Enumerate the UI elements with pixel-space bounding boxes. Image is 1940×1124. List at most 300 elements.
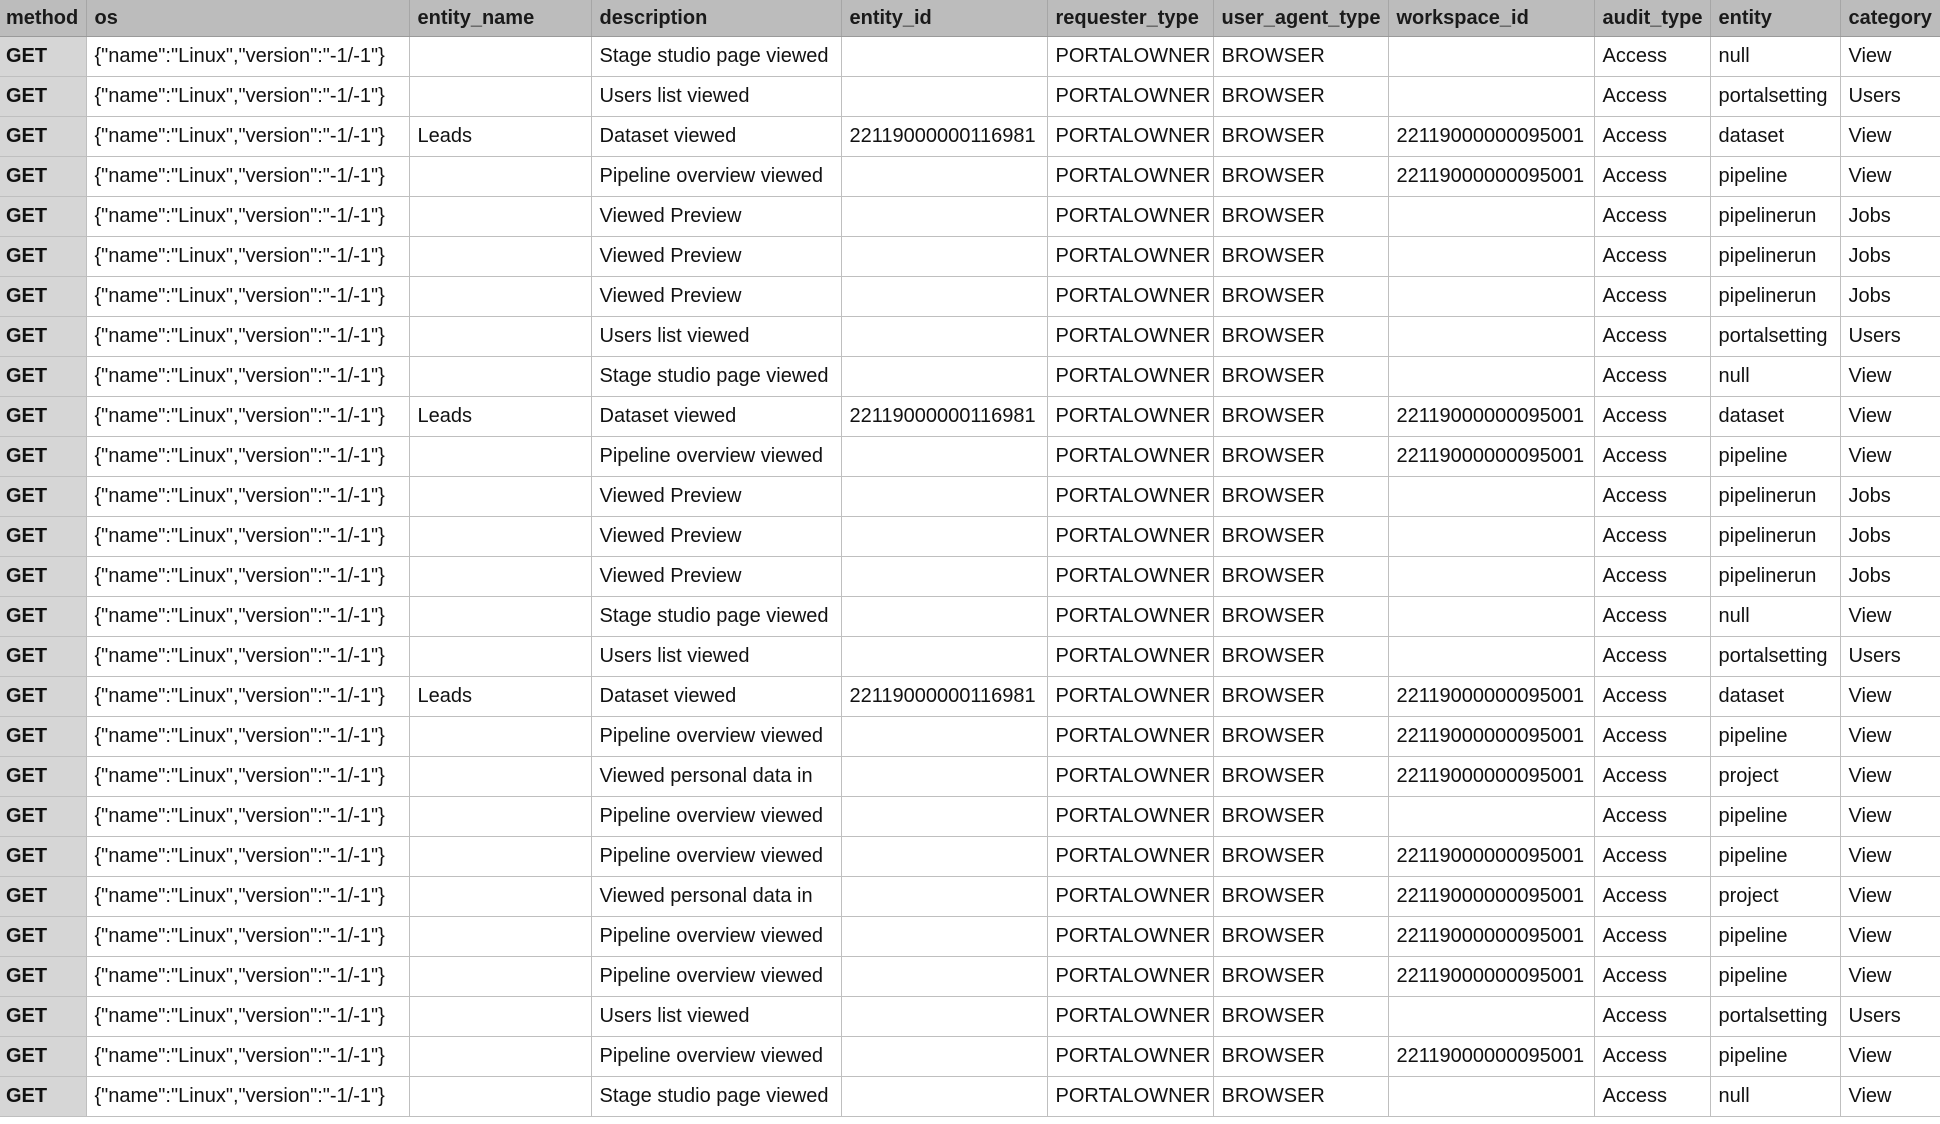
cell-description[interactable]: Dataset viewed <box>591 677 841 717</box>
table-row[interactable] <box>0 557 1940 597</box>
cell-category[interactable]: View <box>1840 957 1940 997</box>
cell-entity-name[interactable] <box>409 637 591 677</box>
cell-user-agent-type[interactable]: BROWSER <box>1213 237 1388 277</box>
cell-user-agent-type[interactable]: BROWSER <box>1213 437 1388 477</box>
cell-requester-type[interactable]: PORTALOWNER <box>1047 197 1213 237</box>
cell-requester-type[interactable]: PORTALOWNER <box>1047 517 1213 557</box>
cell-entity[interactable]: portalsetting <box>1710 637 1840 677</box>
cell-entity-id[interactable] <box>841 1077 1047 1117</box>
table-row[interactable] <box>0 957 1940 997</box>
cell-workspace-id[interactable] <box>1388 997 1594 1037</box>
cell-method[interactable]: GET <box>0 357 86 397</box>
cell-os[interactable]: {"name":"Linux","version":"-1/-1"} <box>86 757 409 797</box>
cell-os[interactable]: {"name":"Linux","version":"-1/-1"} <box>86 317 409 357</box>
cell-audit-type[interactable]: Access <box>1594 1077 1710 1117</box>
cell-workspace-id[interactable]: 22119000000095001 <box>1388 157 1594 197</box>
table-row[interactable] <box>0 357 1940 397</box>
cell-audit-type[interactable]: Access <box>1594 157 1710 197</box>
cell-requester-type[interactable]: PORTALOWNER <box>1047 917 1213 957</box>
cell-description[interactable]: Stage studio page viewed <box>591 357 841 397</box>
cell-workspace-id[interactable]: 22119000000095001 <box>1388 437 1594 477</box>
cell-category[interactable]: View <box>1840 917 1940 957</box>
table-row[interactable] <box>0 397 1940 437</box>
cell-workspace-id[interactable]: 22119000000095001 <box>1388 1037 1594 1077</box>
cell-workspace-id[interactable] <box>1388 237 1594 277</box>
cell-method[interactable]: GET <box>0 877 86 917</box>
cell-audit-type[interactable]: Access <box>1594 197 1710 237</box>
cell-audit-type[interactable]: Access <box>1594 797 1710 837</box>
cell-method[interactable]: GET <box>0 437 86 477</box>
cell-description[interactable]: Pipeline overview viewed <box>591 957 841 997</box>
cell-workspace-id[interactable]: 22119000000095001 <box>1388 957 1594 997</box>
cell-requester-type[interactable]: PORTALOWNER <box>1047 477 1213 517</box>
cell-requester-type[interactable]: PORTALOWNER <box>1047 237 1213 277</box>
cell-os[interactable]: {"name":"Linux","version":"-1/-1"} <box>86 117 409 157</box>
cell-entity-id[interactable] <box>841 877 1047 917</box>
cell-entity[interactable]: pipelinerun <box>1710 517 1840 557</box>
cell-method[interactable]: GET <box>0 677 86 717</box>
cell-category[interactable]: Jobs <box>1840 477 1940 517</box>
cell-audit-type[interactable]: Access <box>1594 917 1710 957</box>
table-row[interactable] <box>0 1037 1940 1077</box>
cell-method[interactable]: GET <box>0 997 86 1037</box>
cell-user-agent-type[interactable]: BROWSER <box>1213 357 1388 397</box>
table-row[interactable] <box>0 837 1940 877</box>
cell-entity-id[interactable] <box>841 557 1047 597</box>
cell-category[interactable]: View <box>1840 1037 1940 1077</box>
cell-audit-type[interactable]: Access <box>1594 117 1710 157</box>
cell-audit-type[interactable]: Access <box>1594 237 1710 277</box>
table-row[interactable] <box>0 37 1940 77</box>
cell-entity-name[interactable]: Leads <box>409 677 591 717</box>
cell-workspace-id[interactable]: 22119000000095001 <box>1388 717 1594 757</box>
cell-description[interactable]: Viewed Preview <box>591 557 841 597</box>
cell-category[interactable]: Jobs <box>1840 237 1940 277</box>
cell-category[interactable]: Users <box>1840 637 1940 677</box>
cell-requester-type[interactable]: PORTALOWNER <box>1047 637 1213 677</box>
cell-requester-type[interactable]: PORTALOWNER <box>1047 877 1213 917</box>
cell-description[interactable]: Stage studio page viewed <box>591 1077 841 1117</box>
cell-user-agent-type[interactable]: BROWSER <box>1213 717 1388 757</box>
cell-entity-name[interactable] <box>409 317 591 357</box>
column-header-entity[interactable]: entity <box>1710 0 1840 37</box>
cell-audit-type[interactable]: Access <box>1594 557 1710 597</box>
cell-requester-type[interactable]: PORTALOWNER <box>1047 157 1213 197</box>
cell-entity[interactable]: null <box>1710 37 1840 77</box>
cell-method[interactable]: GET <box>0 597 86 637</box>
cell-entity-id[interactable] <box>841 1037 1047 1077</box>
table-row[interactable] <box>0 1077 1940 1117</box>
cell-method[interactable]: GET <box>0 917 86 957</box>
cell-entity-name[interactable] <box>409 997 591 1037</box>
cell-audit-type[interactable]: Access <box>1594 757 1710 797</box>
cell-entity[interactable]: pipeline <box>1710 837 1840 877</box>
cell-requester-type[interactable]: PORTALOWNER <box>1047 1037 1213 1077</box>
cell-method[interactable]: GET <box>0 277 86 317</box>
cell-entity[interactable]: portalsetting <box>1710 317 1840 357</box>
cell-category[interactable]: View <box>1840 797 1940 837</box>
cell-description[interactable]: Viewed Preview <box>591 517 841 557</box>
cell-audit-type[interactable]: Access <box>1594 317 1710 357</box>
cell-workspace-id[interactable]: 22119000000095001 <box>1388 877 1594 917</box>
cell-category[interactable]: Jobs <box>1840 557 1940 597</box>
cell-method[interactable]: GET <box>0 757 86 797</box>
cell-entity[interactable]: project <box>1710 877 1840 917</box>
cell-category[interactable]: View <box>1840 757 1940 797</box>
cell-method[interactable]: GET <box>0 117 86 157</box>
cell-entity[interactable]: pipelinerun <box>1710 277 1840 317</box>
cell-requester-type[interactable]: PORTALOWNER <box>1047 77 1213 117</box>
cell-requester-type[interactable]: PORTALOWNER <box>1047 557 1213 597</box>
cell-audit-type[interactable]: Access <box>1594 77 1710 117</box>
cell-os[interactable]: {"name":"Linux","version":"-1/-1"} <box>86 1037 409 1077</box>
cell-entity-name[interactable] <box>409 237 591 277</box>
cell-requester-type[interactable]: PORTALOWNER <box>1047 677 1213 717</box>
cell-entity[interactable]: pipeline <box>1710 797 1840 837</box>
cell-entity-id[interactable] <box>841 717 1047 757</box>
table-row[interactable] <box>0 597 1940 637</box>
cell-user-agent-type[interactable]: BROWSER <box>1213 877 1388 917</box>
cell-os[interactable]: {"name":"Linux","version":"-1/-1"} <box>86 357 409 397</box>
cell-entity[interactable]: pipelinerun <box>1710 197 1840 237</box>
cell-user-agent-type[interactable]: BROWSER <box>1213 957 1388 997</box>
cell-requester-type[interactable]: PORTALOWNER <box>1047 37 1213 77</box>
column-header-audit-type[interactable]: audit_type <box>1594 0 1710 37</box>
cell-workspace-id[interactable]: 22119000000095001 <box>1388 117 1594 157</box>
cell-entity-id[interactable] <box>841 157 1047 197</box>
cell-audit-type[interactable]: Access <box>1594 37 1710 77</box>
cell-workspace-id[interactable] <box>1388 1077 1594 1117</box>
cell-method[interactable]: GET <box>0 957 86 997</box>
cell-entity[interactable]: dataset <box>1710 117 1840 157</box>
cell-entity[interactable]: portalsetting <box>1710 77 1840 117</box>
cell-requester-type[interactable]: PORTALOWNER <box>1047 957 1213 997</box>
cell-entity-id[interactable]: 22119000000116981 <box>841 117 1047 157</box>
cell-audit-type[interactable]: Access <box>1594 837 1710 877</box>
cell-os[interactable]: {"name":"Linux","version":"-1/-1"} <box>86 1077 409 1117</box>
cell-user-agent-type[interactable]: BROWSER <box>1213 37 1388 77</box>
cell-os[interactable]: {"name":"Linux","version":"-1/-1"} <box>86 477 409 517</box>
table-row[interactable] <box>0 917 1940 957</box>
cell-user-agent-type[interactable]: BROWSER <box>1213 517 1388 557</box>
cell-os[interactable]: {"name":"Linux","version":"-1/-1"} <box>86 597 409 637</box>
cell-user-agent-type[interactable]: BROWSER <box>1213 477 1388 517</box>
table-row[interactable] <box>0 877 1940 917</box>
cell-method[interactable]: GET <box>0 397 86 437</box>
column-header-category[interactable]: category <box>1840 0 1940 37</box>
cell-entity[interactable]: pipeline <box>1710 1037 1840 1077</box>
cell-method[interactable]: GET <box>0 37 86 77</box>
cell-entity-id[interactable] <box>841 997 1047 1037</box>
cell-audit-type[interactable]: Access <box>1594 597 1710 637</box>
cell-os[interactable]: {"name":"Linux","version":"-1/-1"} <box>86 77 409 117</box>
cell-category[interactable]: View <box>1840 597 1940 637</box>
table-row[interactable] <box>0 277 1940 317</box>
cell-entity-name[interactable] <box>409 1077 591 1117</box>
cell-entity-id[interactable] <box>841 237 1047 277</box>
cell-description[interactable]: Users list viewed <box>591 77 841 117</box>
cell-entity[interactable]: project <box>1710 757 1840 797</box>
cell-user-agent-type[interactable]: BROWSER <box>1213 117 1388 157</box>
cell-user-agent-type[interactable]: BROWSER <box>1213 197 1388 237</box>
cell-workspace-id[interactable] <box>1388 477 1594 517</box>
cell-entity[interactable]: dataset <box>1710 677 1840 717</box>
cell-requester-type[interactable]: PORTALOWNER <box>1047 277 1213 317</box>
cell-description[interactable]: Users list viewed <box>591 637 841 677</box>
cell-description[interactable]: Pipeline overview viewed <box>591 717 841 757</box>
cell-entity[interactable]: null <box>1710 597 1840 637</box>
cell-workspace-id[interactable] <box>1388 557 1594 597</box>
cell-category[interactable]: View <box>1840 357 1940 397</box>
cell-workspace-id[interactable] <box>1388 597 1594 637</box>
cell-entity-name[interactable] <box>409 357 591 397</box>
cell-os[interactable]: {"name":"Linux","version":"-1/-1"} <box>86 677 409 717</box>
cell-category[interactable]: View <box>1840 437 1940 477</box>
cell-entity-id[interactable] <box>841 757 1047 797</box>
cell-os[interactable]: {"name":"Linux","version":"-1/-1"} <box>86 437 409 477</box>
cell-requester-type[interactable]: PORTALOWNER <box>1047 1077 1213 1117</box>
cell-requester-type[interactable]: PORTALOWNER <box>1047 317 1213 357</box>
cell-entity[interactable]: pipeline <box>1710 717 1840 757</box>
cell-category[interactable]: Users <box>1840 77 1940 117</box>
cell-user-agent-type[interactable]: BROWSER <box>1213 757 1388 797</box>
cell-entity-id[interactable] <box>841 917 1047 957</box>
cell-user-agent-type[interactable]: BROWSER <box>1213 317 1388 357</box>
cell-requester-type[interactable]: PORTALOWNER <box>1047 437 1213 477</box>
cell-audit-type[interactable]: Access <box>1594 357 1710 397</box>
cell-description[interactable]: Viewed Preview <box>591 277 841 317</box>
cell-entity-id[interactable] <box>841 637 1047 677</box>
cell-category[interactable]: View <box>1840 717 1940 757</box>
cell-method[interactable]: GET <box>0 797 86 837</box>
column-header-entity-id[interactable]: entity_id <box>841 0 1047 37</box>
table-row[interactable] <box>0 77 1940 117</box>
cell-os[interactable]: {"name":"Linux","version":"-1/-1"} <box>86 957 409 997</box>
cell-entity-name[interactable] <box>409 877 591 917</box>
cell-entity-id[interactable]: 22119000000116981 <box>841 677 1047 717</box>
column-header-description[interactable]: description <box>591 0 841 37</box>
cell-description[interactable]: Viewed Preview <box>591 477 841 517</box>
cell-category[interactable]: View <box>1840 397 1940 437</box>
cell-description[interactable]: Dataset viewed <box>591 397 841 437</box>
cell-audit-type[interactable]: Access <box>1594 997 1710 1037</box>
column-header-entity-name[interactable]: entity_name <box>409 0 591 37</box>
cell-user-agent-type[interactable]: BROWSER <box>1213 1037 1388 1077</box>
cell-user-agent-type[interactable]: BROWSER <box>1213 917 1388 957</box>
cell-entity[interactable]: null <box>1710 1077 1840 1117</box>
cell-method[interactable]: GET <box>0 1037 86 1077</box>
cell-os[interactable]: {"name":"Linux","version":"-1/-1"} <box>86 797 409 837</box>
cell-requester-type[interactable]: PORTALOWNER <box>1047 797 1213 837</box>
cell-method[interactable]: GET <box>0 157 86 197</box>
cell-workspace-id[interactable] <box>1388 357 1594 397</box>
cell-category[interactable]: Jobs <box>1840 197 1940 237</box>
cell-requester-type[interactable]: PORTALOWNER <box>1047 837 1213 877</box>
cell-entity[interactable]: pipeline <box>1710 437 1840 477</box>
column-header-workspace-id[interactable]: workspace_id <box>1388 0 1594 37</box>
cell-audit-type[interactable]: Access <box>1594 717 1710 757</box>
cell-entity[interactable]: pipelinerun <box>1710 557 1840 597</box>
cell-entity-name[interactable] <box>409 197 591 237</box>
cell-entity-id[interactable] <box>841 957 1047 997</box>
cell-entity-id[interactable] <box>841 517 1047 557</box>
cell-entity-name[interactable]: Leads <box>409 397 591 437</box>
table-row[interactable] <box>0 677 1940 717</box>
cell-entity-id[interactable] <box>841 797 1047 837</box>
cell-category[interactable]: View <box>1840 117 1940 157</box>
cell-method[interactable]: GET <box>0 77 86 117</box>
cell-category[interactable]: View <box>1840 837 1940 877</box>
cell-method[interactable]: GET <box>0 237 86 277</box>
cell-user-agent-type[interactable]: BROWSER <box>1213 1077 1388 1117</box>
cell-entity-id[interactable] <box>841 477 1047 517</box>
cell-requester-type[interactable]: PORTALOWNER <box>1047 597 1213 637</box>
cell-entity-id[interactable]: 22119000000116981 <box>841 397 1047 437</box>
cell-entity-name[interactable] <box>409 797 591 837</box>
cell-requester-type[interactable]: PORTALOWNER <box>1047 717 1213 757</box>
table-row[interactable] <box>0 437 1940 477</box>
cell-workspace-id[interactable]: 22119000000095001 <box>1388 917 1594 957</box>
cell-entity-name[interactable] <box>409 837 591 877</box>
table-row[interactable] <box>0 517 1940 557</box>
cell-os[interactable]: {"name":"Linux","version":"-1/-1"} <box>86 997 409 1037</box>
cell-user-agent-type[interactable]: BROWSER <box>1213 637 1388 677</box>
cell-description[interactable]: Viewed personal data in <box>591 877 841 917</box>
cell-entity-name[interactable]: Leads <box>409 117 591 157</box>
cell-entity-id[interactable] <box>841 37 1047 77</box>
table-row[interactable] <box>0 717 1940 757</box>
table-row[interactable] <box>0 157 1940 197</box>
cell-os[interactable]: {"name":"Linux","version":"-1/-1"} <box>86 877 409 917</box>
cell-workspace-id[interactable] <box>1388 637 1594 677</box>
cell-category[interactable]: Jobs <box>1840 517 1940 557</box>
column-header-requester-type[interactable]: requester_type <box>1047 0 1213 37</box>
cell-entity[interactable]: dataset <box>1710 397 1840 437</box>
cell-description[interactable]: Stage studio page viewed <box>591 37 841 77</box>
cell-entity[interactable]: pipeline <box>1710 157 1840 197</box>
cell-workspace-id[interactable] <box>1388 517 1594 557</box>
cell-workspace-id[interactable] <box>1388 77 1594 117</box>
cell-os[interactable]: {"name":"Linux","version":"-1/-1"} <box>86 557 409 597</box>
table-row[interactable] <box>0 197 1940 237</box>
cell-method[interactable]: GET <box>0 517 86 557</box>
cell-user-agent-type[interactable]: BROWSER <box>1213 157 1388 197</box>
cell-entity-id[interactable] <box>841 317 1047 357</box>
cell-os[interactable]: {"name":"Linux","version":"-1/-1"} <box>86 37 409 77</box>
cell-user-agent-type[interactable]: BROWSER <box>1213 597 1388 637</box>
table-row[interactable] <box>0 237 1940 277</box>
cell-user-agent-type[interactable]: BROWSER <box>1213 277 1388 317</box>
cell-audit-type[interactable]: Access <box>1594 397 1710 437</box>
cell-category[interactable]: View <box>1840 37 1940 77</box>
cell-workspace-id[interactable] <box>1388 277 1594 317</box>
cell-entity-name[interactable] <box>409 957 591 997</box>
table-row[interactable] <box>0 997 1940 1037</box>
cell-entity[interactable]: null <box>1710 357 1840 397</box>
cell-method[interactable]: GET <box>0 317 86 357</box>
column-header-method[interactable]: method <box>0 0 86 37</box>
cell-entity-name[interactable] <box>409 517 591 557</box>
cell-category[interactable]: View <box>1840 1077 1940 1117</box>
cell-entity-name[interactable] <box>409 597 591 637</box>
cell-description[interactable]: Pipeline overview viewed <box>591 157 841 197</box>
cell-user-agent-type[interactable]: BROWSER <box>1213 797 1388 837</box>
cell-workspace-id[interactable] <box>1388 37 1594 77</box>
cell-description[interactable]: Viewed Preview <box>591 237 841 277</box>
cell-audit-type[interactable]: Access <box>1594 637 1710 677</box>
cell-entity-name[interactable] <box>409 37 591 77</box>
cell-os[interactable]: {"name":"Linux","version":"-1/-1"} <box>86 277 409 317</box>
table-row[interactable] <box>0 637 1940 677</box>
cell-description[interactable]: Dataset viewed <box>591 117 841 157</box>
cell-user-agent-type[interactable]: BROWSER <box>1213 997 1388 1037</box>
cell-workspace-id[interactable] <box>1388 317 1594 357</box>
cell-user-agent-type[interactable]: BROWSER <box>1213 77 1388 117</box>
cell-os[interactable]: {"name":"Linux","version":"-1/-1"} <box>86 917 409 957</box>
cell-entity-name[interactable] <box>409 277 591 317</box>
cell-entity-name[interactable] <box>409 557 591 597</box>
cell-audit-type[interactable]: Access <box>1594 437 1710 477</box>
cell-entity-id[interactable] <box>841 77 1047 117</box>
cell-category[interactable]: View <box>1840 677 1940 717</box>
cell-entity-name[interactable] <box>409 1037 591 1077</box>
cell-workspace-id[interactable] <box>1388 797 1594 837</box>
column-header-os[interactable]: os <box>86 0 409 37</box>
cell-os[interactable]: {"name":"Linux","version":"-1/-1"} <box>86 717 409 757</box>
cell-method[interactable]: GET <box>0 1077 86 1117</box>
cell-entity-name[interactable] <box>409 77 591 117</box>
cell-description[interactable]: Pipeline overview viewed <box>591 837 841 877</box>
cell-description[interactable]: Viewed Preview <box>591 197 841 237</box>
cell-os[interactable]: {"name":"Linux","version":"-1/-1"} <box>86 237 409 277</box>
cell-entity-id[interactable] <box>841 197 1047 237</box>
cell-method[interactable]: GET <box>0 477 86 517</box>
cell-requester-type[interactable]: PORTALOWNER <box>1047 397 1213 437</box>
cell-category[interactable]: Jobs <box>1840 277 1940 317</box>
cell-os[interactable]: {"name":"Linux","version":"-1/-1"} <box>86 837 409 877</box>
cell-entity-id[interactable] <box>841 837 1047 877</box>
cell-entity-name[interactable] <box>409 917 591 957</box>
cell-entity[interactable]: pipeline <box>1710 917 1840 957</box>
cell-description[interactable]: Pipeline overview viewed <box>591 437 841 477</box>
cell-requester-type[interactable]: PORTALOWNER <box>1047 757 1213 797</box>
cell-workspace-id[interactable]: 22119000000095001 <box>1388 757 1594 797</box>
cell-description[interactable]: Users list viewed <box>591 997 841 1037</box>
cell-audit-type[interactable]: Access <box>1594 277 1710 317</box>
cell-user-agent-type[interactable]: BROWSER <box>1213 557 1388 597</box>
cell-entity-id[interactable] <box>841 437 1047 477</box>
cell-workspace-id[interactable]: 22119000000095001 <box>1388 677 1594 717</box>
cell-method[interactable]: GET <box>0 557 86 597</box>
cell-requester-type[interactable]: PORTALOWNER <box>1047 357 1213 397</box>
cell-os[interactable]: {"name":"Linux","version":"-1/-1"} <box>86 397 409 437</box>
cell-entity-name[interactable] <box>409 717 591 757</box>
cell-audit-type[interactable]: Access <box>1594 1037 1710 1077</box>
cell-method[interactable]: GET <box>0 637 86 677</box>
cell-os[interactable]: {"name":"Linux","version":"-1/-1"} <box>86 197 409 237</box>
cell-description[interactable]: Stage studio page viewed <box>591 597 841 637</box>
cell-description[interactable]: Pipeline overview viewed <box>591 917 841 957</box>
cell-audit-type[interactable]: Access <box>1594 677 1710 717</box>
cell-audit-type[interactable]: Access <box>1594 877 1710 917</box>
cell-workspace-id[interactable]: 22119000000095001 <box>1388 837 1594 877</box>
table-row[interactable] <box>0 797 1940 837</box>
cell-audit-type[interactable]: Access <box>1594 957 1710 997</box>
cell-entity-id[interactable] <box>841 357 1047 397</box>
cell-category[interactable]: View <box>1840 877 1940 917</box>
cell-entity[interactable]: pipelinerun <box>1710 237 1840 277</box>
cell-entity-id[interactable] <box>841 277 1047 317</box>
